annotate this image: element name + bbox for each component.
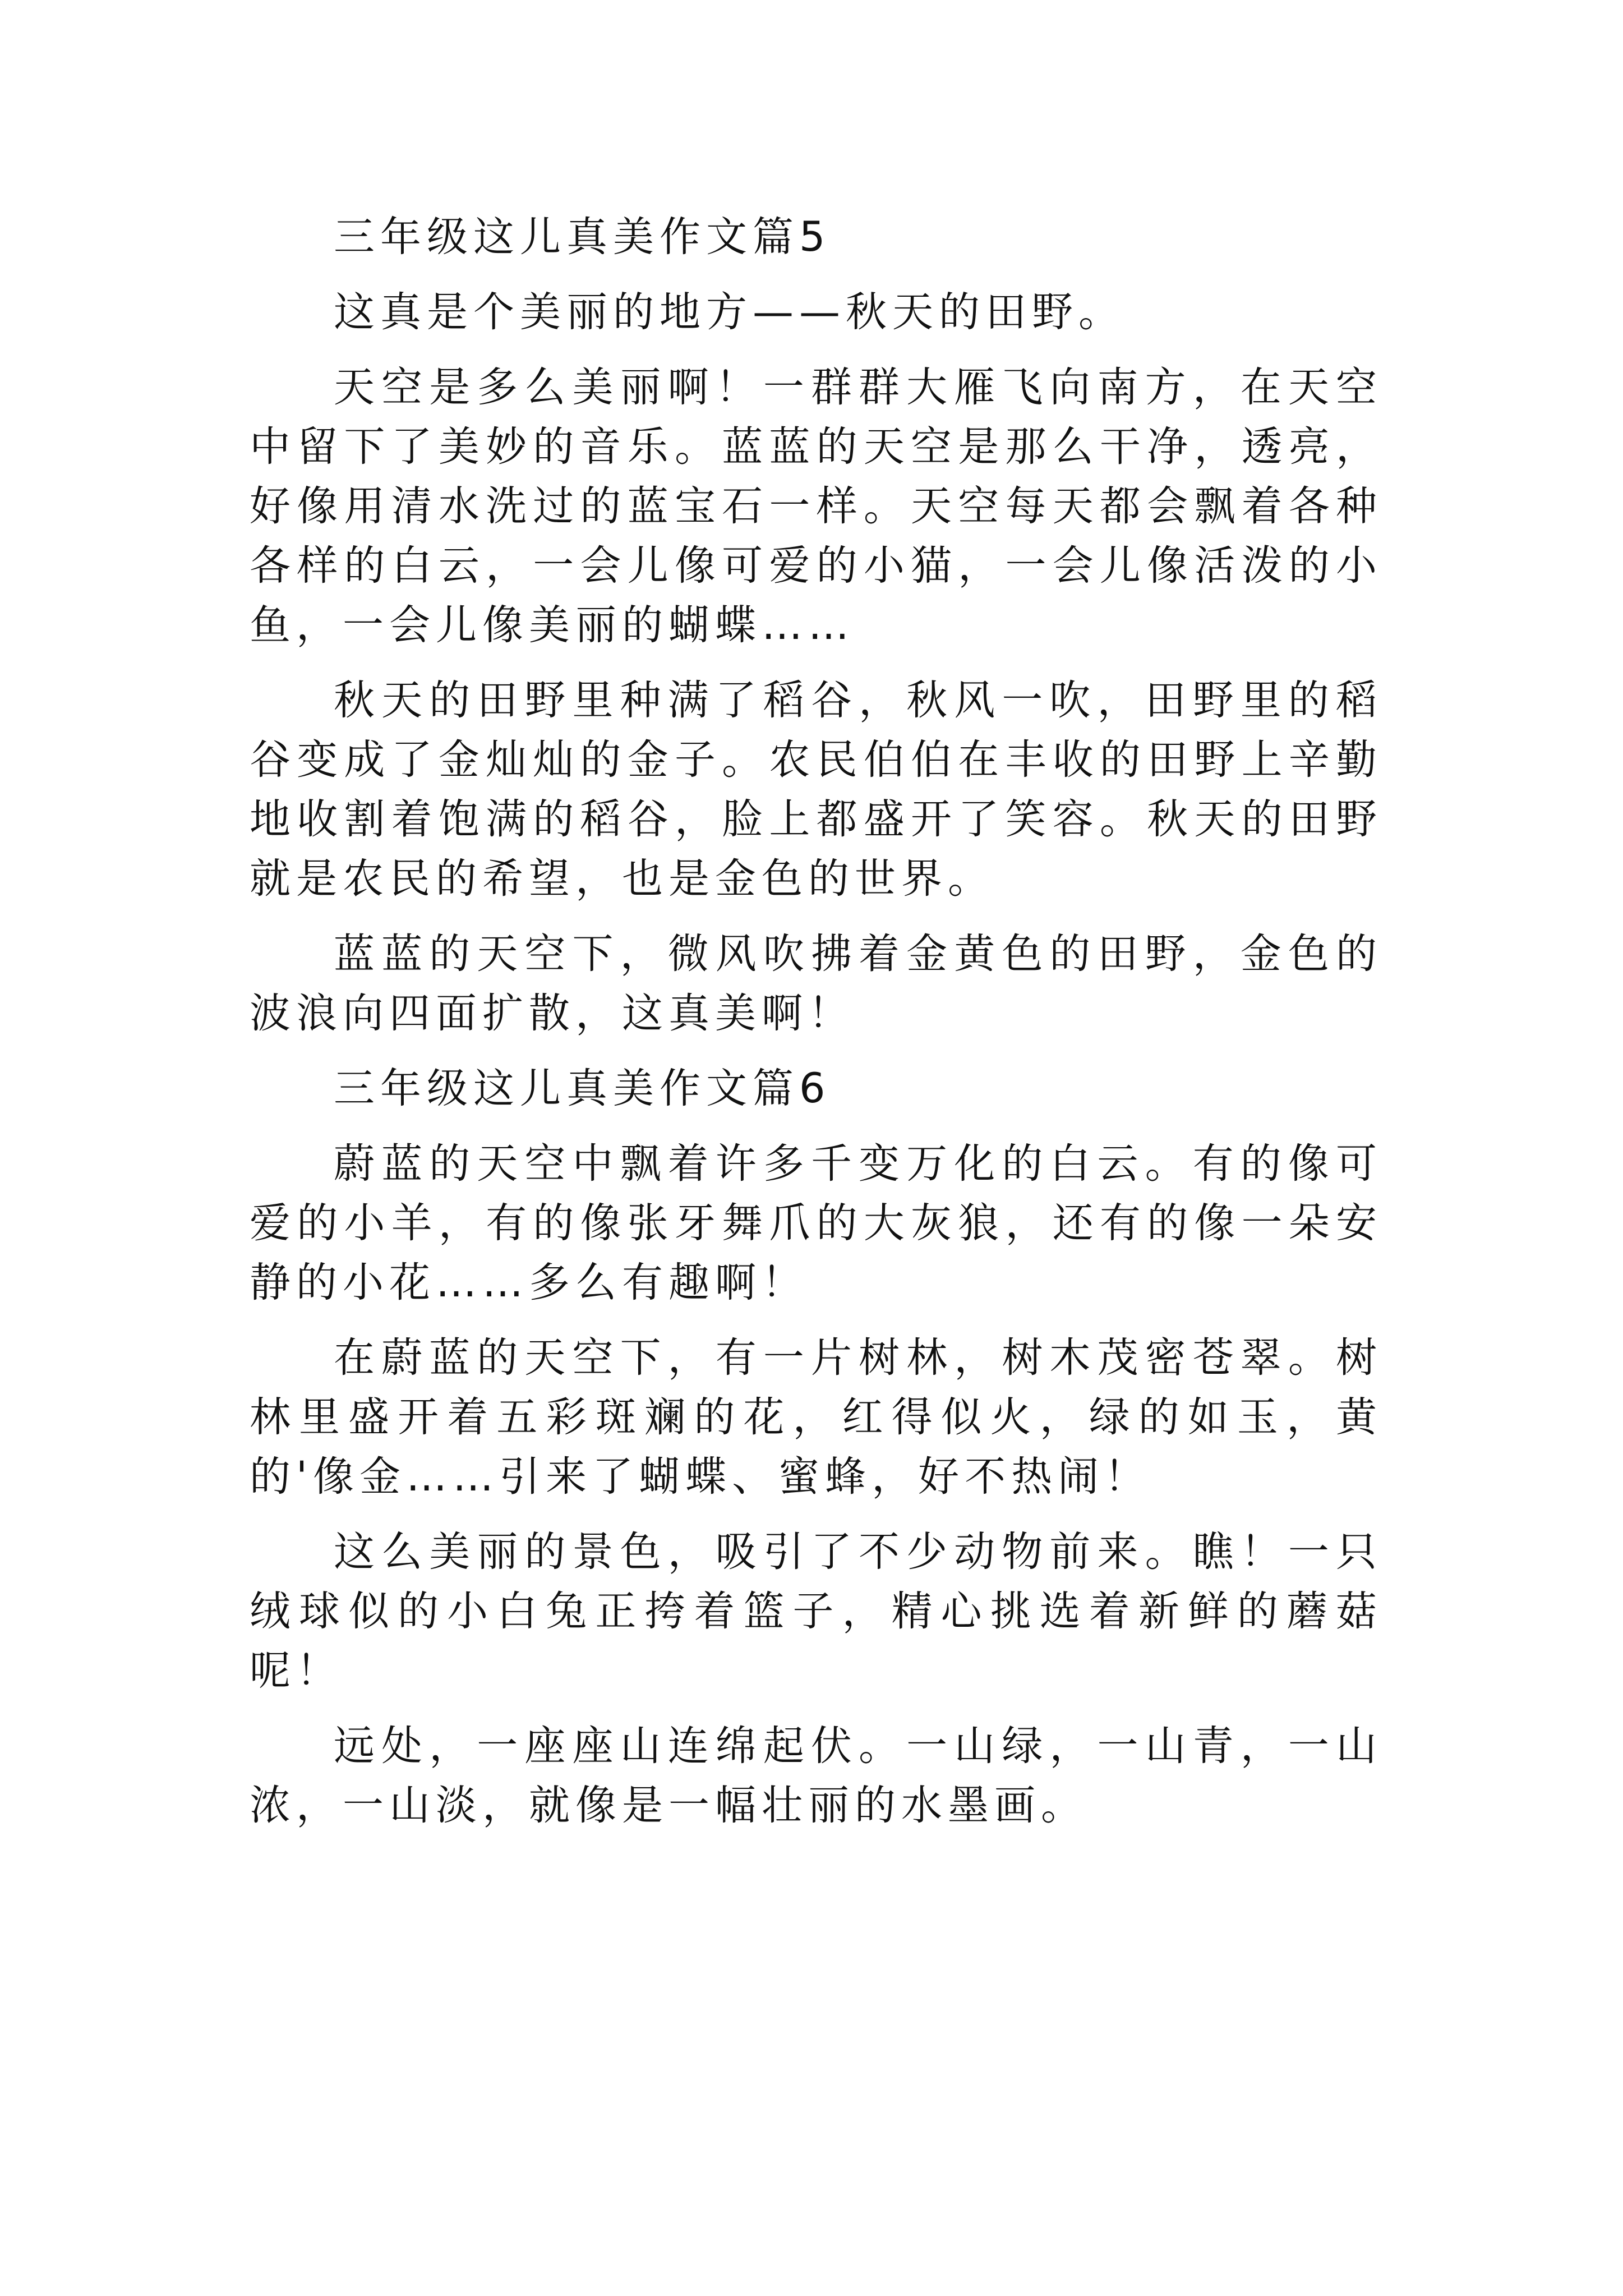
paragraph: 在蔚蓝的天空下，有一片树林，树木茂密苍翠。树林里盛开着五彩斑斓的花，红得似火，绿的如玉，黄的'像金……引来了蝴蝶、蜜蜂，好不热闹！ <box>250 1334 1382 1501</box>
paragraph: 天空是多么美丽啊！一群群大雁飞向南方，在天空中留下了美妙的音乐。蓝蓝的天空是那么干净，透亮，好像用清水洗过的蓝宝石一样。天空每天都会飘着各种各样的白云，一会儿像可爱的小猫，一会儿像活泼的小鱼，一会儿像美丽的蝴蝶…… <box>250 364 1382 649</box>
paragraph: 远处，一座座山连绵起伏。一山绿，一山青，一山浓，一山淡，就像是一幅壮丽的水墨画。 <box>250 1722 1382 1829</box>
paragraph: 这真是个美丽的地方——秋天的田野。 <box>334 288 1125 336</box>
paragraph: 秋天的田野里种满了稻谷，秋风一吹，田野里的稻谷变成了金灿灿的金子。农民伯伯在丰收的田野上辛勤地收割着饱满的稻谷，脸上都盛开了笑容。秋天的田野就是农民的希望，也是金色的世界。 <box>250 677 1382 903</box>
section-heading-6: 三年级这儿真美作文篇6 <box>334 1065 831 1112</box>
section-heading-5: 三年级这儿真美作文篇5 <box>334 213 831 261</box>
paragraph: 蓝蓝的天空下，微风吹拂着金黄色的田野，金色的波浪向四面扩散，这真美啊！ <box>250 930 1382 1037</box>
paragraph: 这么美丽的景色，吸引了不少动物前来。瞧！一只绒球似的小白兔正挎着篮子，精心挑选着新鲜的蘑菇呢！ <box>250 1528 1382 1695</box>
document-page <box>250 208 1382 1851</box>
paragraph: 蔚蓝的天空中飘着许多千变万化的白云。有的像可爱的小羊，有的像张牙舞爪的大灰狼，还有的像一朵安静的小花……多么有趣啊！ <box>250 1140 1382 1306</box>
